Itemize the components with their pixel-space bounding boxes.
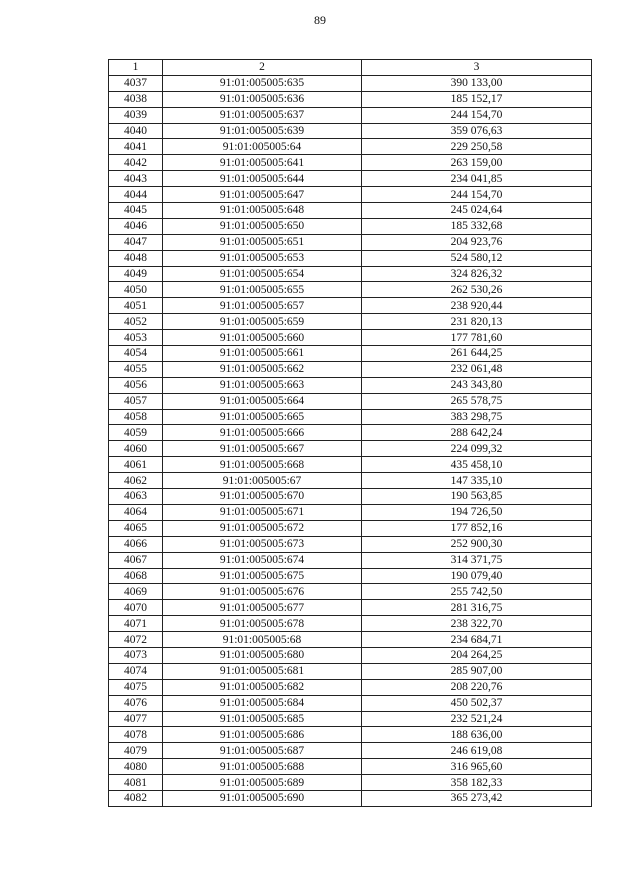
row-number-cell: 4061 (109, 457, 163, 473)
cadastral-number-cell: 91:01:005005:677 (163, 600, 362, 616)
cadastral-number-cell: 91:01:005005:668 (163, 457, 362, 473)
table-row (109, 600, 592, 616)
row-number-cell: 4043 (109, 171, 163, 187)
cadastral-number-cell: 91:01:005005:651 (163, 234, 362, 250)
table-row (109, 647, 592, 663)
column-header-2: 2 (163, 60, 362, 76)
table-row (109, 790, 592, 806)
value-cell: 246 619,08 (362, 743, 592, 759)
row-number-cell: 4055 (109, 361, 163, 377)
row-number-cell: 4062 (109, 473, 163, 489)
value-cell: 190 079,40 (362, 568, 592, 584)
value-cell: 262 530,26 (362, 282, 592, 298)
cadastral-number-cell: 91:01:005005:647 (163, 187, 362, 203)
cadastral-number-cell: 91:01:005005:67 (163, 473, 362, 489)
table-row (109, 218, 592, 234)
cadastral-number-cell: 91:01:005005:635 (163, 75, 362, 91)
value-cell: 324 826,32 (362, 266, 592, 282)
table-row (109, 393, 592, 409)
value-cell: 285 907,00 (362, 663, 592, 679)
value-cell: 314 371,75 (362, 552, 592, 568)
table-row (109, 520, 592, 536)
table-row (109, 425, 592, 441)
table-row (109, 568, 592, 584)
table-row (109, 250, 592, 266)
cadastral-number-cell: 91:01:005005:64 (163, 139, 362, 155)
cadastral-number-cell: 91:01:005005:680 (163, 647, 362, 663)
row-number-cell: 4066 (109, 536, 163, 552)
row-number-cell: 4053 (109, 330, 163, 346)
cadastral-number-cell: 91:01:005005:657 (163, 298, 362, 314)
cadastral-number-cell: 91:01:005005:688 (163, 759, 362, 775)
table-row (109, 282, 592, 298)
cadastral-number-cell: 91:01:005005:678 (163, 616, 362, 632)
table-row (109, 473, 592, 489)
row-number-cell: 4065 (109, 520, 163, 536)
row-number-cell: 4074 (109, 663, 163, 679)
row-number-cell: 4063 (109, 489, 163, 505)
row-number-cell: 4081 (109, 775, 163, 791)
table-row (109, 711, 592, 727)
table-row (109, 727, 592, 743)
header-row (109, 60, 592, 76)
value-cell: 524 580,12 (362, 250, 592, 266)
cadastral-number-cell: 91:01:005005:654 (163, 266, 362, 282)
value-cell: 383 298,75 (362, 409, 592, 425)
table-row (109, 679, 592, 695)
row-number-cell: 4040 (109, 123, 163, 139)
row-number-cell: 4075 (109, 679, 163, 695)
value-cell: 365 273,42 (362, 790, 592, 806)
cadastral-number-cell: 91:01:005005:660 (163, 330, 362, 346)
row-number-cell: 4071 (109, 616, 163, 632)
table-row (109, 75, 592, 91)
table-row (109, 266, 592, 282)
value-cell: 204 264,25 (362, 647, 592, 663)
table-row (109, 584, 592, 600)
value-cell: 244 154,70 (362, 107, 592, 123)
value-cell: 238 920,44 (362, 298, 592, 314)
row-number-cell: 4044 (109, 187, 163, 203)
table-row (109, 187, 592, 203)
row-number-cell: 4073 (109, 647, 163, 663)
row-number-cell: 4078 (109, 727, 163, 743)
table-row (109, 298, 592, 314)
table-row (109, 361, 592, 377)
column-header-1: 1 (109, 60, 163, 76)
value-cell: 234 041,85 (362, 171, 592, 187)
table-row (109, 171, 592, 187)
table-row (109, 314, 592, 330)
row-number-cell: 4057 (109, 393, 163, 409)
row-number-cell: 4058 (109, 409, 163, 425)
row-number-cell: 4056 (109, 377, 163, 393)
table-row (109, 203, 592, 219)
value-cell: 185 152,17 (362, 91, 592, 107)
value-cell: 288 642,24 (362, 425, 592, 441)
table-header (109, 60, 592, 76)
table-row (109, 457, 592, 473)
value-cell: 281 316,75 (362, 600, 592, 616)
table-row (109, 441, 592, 457)
row-number-cell: 4079 (109, 743, 163, 759)
row-number-cell: 4064 (109, 504, 163, 520)
cadastral-number-cell: 91:01:005005:681 (163, 663, 362, 679)
cadastral-number-cell: 91:01:005005:641 (163, 155, 362, 171)
table-row (109, 123, 592, 139)
row-number-cell: 4082 (109, 790, 163, 806)
value-cell: 316 965,60 (362, 759, 592, 775)
table-row (109, 409, 592, 425)
value-cell: 359 076,63 (362, 123, 592, 139)
value-cell: 243 343,80 (362, 377, 592, 393)
row-number-cell: 4045 (109, 203, 163, 219)
table-row (109, 616, 592, 632)
column-header-3: 3 (362, 60, 592, 76)
row-number-cell: 4070 (109, 600, 163, 616)
table-row (109, 346, 592, 362)
value-cell: 245 024,64 (362, 203, 592, 219)
table-row (109, 743, 592, 759)
value-cell: 185 332,68 (362, 218, 592, 234)
cadastral-number-cell: 91:01:005005:663 (163, 377, 362, 393)
value-cell: 204 923,76 (362, 234, 592, 250)
table-row (109, 155, 592, 171)
value-cell: 232 521,24 (362, 711, 592, 727)
value-cell: 238 322,70 (362, 616, 592, 632)
table-row (109, 759, 592, 775)
row-number-cell: 4076 (109, 695, 163, 711)
cadastral-number-cell: 91:01:005005:675 (163, 568, 362, 584)
cadastral-number-cell: 91:01:005005:671 (163, 504, 362, 520)
value-cell: 231 820,13 (362, 314, 592, 330)
value-cell: 229 250,58 (362, 139, 592, 155)
value-cell: 390 133,00 (362, 75, 592, 91)
value-cell: 263 159,00 (362, 155, 592, 171)
table-row (109, 632, 592, 648)
row-number-cell: 4051 (109, 298, 163, 314)
cadastral-number-cell: 91:01:005005:684 (163, 695, 362, 711)
cadastral-number-cell: 91:01:005005:636 (163, 91, 362, 107)
cadastral-number-cell: 91:01:005005:672 (163, 520, 362, 536)
value-cell: 252 900,30 (362, 536, 592, 552)
cadastral-number-cell: 91:01:005005:674 (163, 552, 362, 568)
cadastral-number-cell: 91:01:005005:682 (163, 679, 362, 695)
row-number-cell: 4037 (109, 75, 163, 91)
cadastral-number-cell: 91:01:005005:650 (163, 218, 362, 234)
cadastral-number-cell: 91:01:005005:666 (163, 425, 362, 441)
row-number-cell: 4042 (109, 155, 163, 171)
row-number-cell: 4054 (109, 346, 163, 362)
row-number-cell: 4077 (109, 711, 163, 727)
value-cell: 358 182,33 (362, 775, 592, 791)
cadastral-number-cell: 91:01:005005:686 (163, 727, 362, 743)
table-row (109, 330, 592, 346)
table-row (109, 377, 592, 393)
table-row (109, 489, 592, 505)
cadastral-number-cell: 91:01:005005:659 (163, 314, 362, 330)
value-cell: 255 742,50 (362, 584, 592, 600)
row-number-cell: 4059 (109, 425, 163, 441)
cadastral-number-cell: 91:01:005005:653 (163, 250, 362, 266)
cadastral-value-table (108, 59, 592, 807)
row-number-cell: 4041 (109, 139, 163, 155)
table-row (109, 775, 592, 791)
page-number: 89 (314, 13, 326, 27)
cadastral-number-cell: 91:01:005005:685 (163, 711, 362, 727)
table-row (109, 695, 592, 711)
table-row (109, 552, 592, 568)
table-row (109, 234, 592, 250)
value-cell: 224 099,32 (362, 441, 592, 457)
table-row (109, 107, 592, 123)
value-cell: 194 726,50 (362, 504, 592, 520)
row-number-cell: 4068 (109, 568, 163, 584)
value-cell: 265 578,75 (362, 393, 592, 409)
cadastral-number-cell: 91:01:005005:68 (163, 632, 362, 648)
row-number-cell: 4050 (109, 282, 163, 298)
value-cell: 232 061,48 (362, 361, 592, 377)
row-number-cell: 4038 (109, 91, 163, 107)
value-cell: 435 458,10 (362, 457, 592, 473)
row-number-cell: 4046 (109, 218, 163, 234)
row-number-cell: 4080 (109, 759, 163, 775)
table-row (109, 91, 592, 107)
row-number-cell: 4060 (109, 441, 163, 457)
value-cell: 208 220,76 (362, 679, 592, 695)
row-number-cell: 4067 (109, 552, 163, 568)
row-number-cell: 4039 (109, 107, 163, 123)
value-cell: 234 684,71 (362, 632, 592, 648)
row-number-cell: 4049 (109, 266, 163, 282)
cadastral-number-cell: 91:01:005005:676 (163, 584, 362, 600)
cadastral-number-cell: 91:01:005005:637 (163, 107, 362, 123)
row-number-cell: 4069 (109, 584, 163, 600)
value-cell: 190 563,85 (362, 489, 592, 505)
row-number-cell: 4052 (109, 314, 163, 330)
cadastral-number-cell: 91:01:005005:648 (163, 203, 362, 219)
cadastral-number-cell: 91:01:005005:667 (163, 441, 362, 457)
cadastral-number-cell: 91:01:005005:655 (163, 282, 362, 298)
cadastral-number-cell: 91:01:005005:662 (163, 361, 362, 377)
row-number-cell: 4072 (109, 632, 163, 648)
cadastral-number-cell: 91:01:005005:661 (163, 346, 362, 362)
value-cell: 450 502,37 (362, 695, 592, 711)
table-body (109, 75, 592, 806)
value-cell: 177 852,16 (362, 520, 592, 536)
value-cell: 244 154,70 (362, 187, 592, 203)
value-cell: 177 781,60 (362, 330, 592, 346)
cadastral-number-cell: 91:01:005005:644 (163, 171, 362, 187)
cadastral-number-cell: 91:01:005005:665 (163, 409, 362, 425)
cadastral-number-cell: 91:01:005005:673 (163, 536, 362, 552)
value-cell: 261 644,25 (362, 346, 592, 362)
table-row (109, 536, 592, 552)
cadastral-number-cell: 91:01:005005:690 (163, 790, 362, 806)
cadastral-number-cell: 91:01:005005:689 (163, 775, 362, 791)
cadastral-number-cell: 91:01:005005:639 (163, 123, 362, 139)
table-row (109, 504, 592, 520)
value-cell: 188 636,00 (362, 727, 592, 743)
cadastral-number-cell: 91:01:005005:670 (163, 489, 362, 505)
value-cell: 147 335,10 (362, 473, 592, 489)
cadastral-number-cell: 91:01:005005:664 (163, 393, 362, 409)
table-row (109, 139, 592, 155)
row-number-cell: 4048 (109, 250, 163, 266)
table-row (109, 663, 592, 679)
row-number-cell: 4047 (109, 234, 163, 250)
cadastral-number-cell: 91:01:005005:687 (163, 743, 362, 759)
